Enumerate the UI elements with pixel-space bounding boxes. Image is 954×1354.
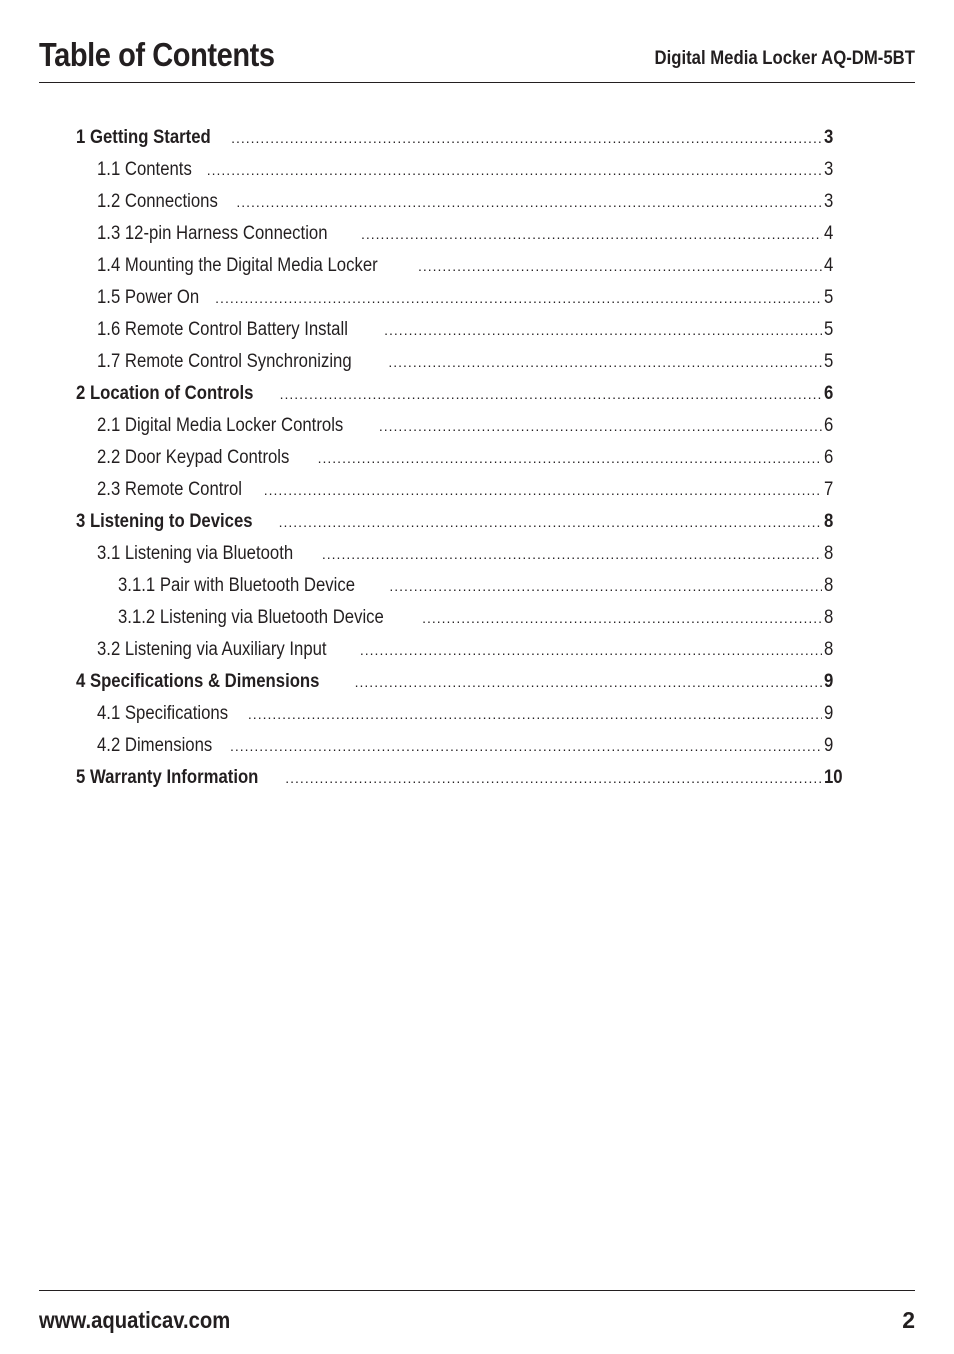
- page-header: [39, 28, 915, 83]
- toc-entry-label: 1.3 12-pin Harness Connection: [97, 223, 328, 244]
- page-footer: [39, 1290, 915, 1333]
- toc-entry-page: 8: [824, 639, 834, 660]
- toc-entry-label: 1 Getting Started: [76, 127, 211, 148]
- toc-entry[interactable]: [76, 186, 846, 218]
- website-link[interactable]: www.aquaticav.com: [39, 1307, 231, 1333]
- toc-entry[interactable]: [76, 314, 846, 346]
- toc-entry[interactable]: [76, 570, 846, 602]
- toc-entry-label: 1.7 Remote Control Synchronizing: [97, 351, 352, 372]
- toc-entry-label: 1.1 Contents: [97, 159, 192, 180]
- toc-entry-page: 5: [824, 351, 834, 372]
- toc-entry[interactable]: [76, 442, 846, 474]
- toc-entry[interactable]: [76, 730, 846, 762]
- toc-entry-label: 3.1.1 Pair with Bluetooth Device: [118, 575, 355, 596]
- toc-entry[interactable]: [76, 538, 846, 570]
- toc-dot-leader: [360, 634, 822, 666]
- toc-dot-leader: [285, 762, 822, 794]
- toc-entry-label: 5 Warranty Information: [76, 767, 259, 788]
- table-of-contents: [76, 122, 846, 794]
- toc-entry-label: 2.1 Digital Media Locker Controls: [97, 415, 344, 436]
- toc-dot-leader: [322, 538, 822, 570]
- toc-entry-page: 10: [824, 767, 843, 788]
- toc-entry-label: 4.1 Specifications: [97, 703, 229, 724]
- toc-entry-label: 4 Specifications & Dimensions: [76, 671, 320, 692]
- toc-dot-leader: [389, 570, 822, 602]
- toc-entry-label: 1.4 Mounting the Digital Media Locker: [97, 255, 378, 276]
- toc-entry-label: 1.5 Power On: [97, 287, 200, 308]
- toc-entry-label: 3 Listening to Devices: [76, 511, 253, 532]
- toc-dot-leader: [279, 506, 822, 538]
- toc-entry-page: 9: [824, 735, 834, 756]
- toc-dot-leader: [418, 250, 822, 282]
- toc-dot-leader: [361, 218, 822, 250]
- toc-entry[interactable]: [76, 666, 846, 698]
- toc-entry[interactable]: [76, 250, 846, 282]
- toc-entry[interactable]: [76, 282, 846, 314]
- toc-entry-page: 8: [824, 607, 834, 628]
- toc-entry-page: 5: [824, 319, 834, 340]
- toc-entry[interactable]: [76, 154, 846, 186]
- toc-entry[interactable]: [76, 346, 846, 378]
- toc-entry-page: 9: [824, 671, 834, 692]
- toc-dot-leader: [388, 346, 822, 378]
- toc-dot-leader: [280, 378, 822, 410]
- toc-dot-leader: [236, 186, 822, 218]
- toc-entry-label: 1.2 Connections: [97, 191, 218, 212]
- toc-dot-leader: [355, 666, 822, 698]
- toc-entry-label: 2 Location of Controls: [76, 383, 254, 404]
- toc-dot-leader: [422, 602, 822, 634]
- toc-entry-page: 6: [824, 415, 834, 436]
- toc-entry[interactable]: [76, 410, 846, 442]
- toc-entry-page: 9: [824, 703, 834, 724]
- toc-entry-page: 8: [824, 575, 834, 596]
- toc-entry-page: 6: [824, 447, 834, 468]
- toc-dot-leader: [230, 730, 822, 762]
- toc-entry[interactable]: [76, 506, 846, 538]
- toc-entry-page: 7: [824, 479, 834, 500]
- toc-entry-label: 1.6 Remote Control Battery Install: [97, 319, 348, 340]
- toc-entry-label: 3.2 Listening via Auxiliary Input: [97, 639, 327, 660]
- toc-entry-page: 3: [824, 159, 834, 180]
- toc-entry-label: 3.1 Listening via Bluetooth: [97, 543, 294, 564]
- toc-entry-page: 4: [824, 255, 834, 276]
- toc-entry-label: 4.2 Dimensions: [97, 735, 213, 756]
- toc-entry-page: 3: [824, 191, 834, 212]
- toc-entry[interactable]: [76, 698, 846, 730]
- page-number: 2: [902, 1307, 915, 1333]
- toc-entry-page: 3: [824, 127, 834, 148]
- toc-entry-page: 6: [824, 383, 834, 404]
- toc-dot-leader: [231, 122, 822, 154]
- toc-entry[interactable]: [76, 378, 846, 410]
- toc-dot-leader: [379, 410, 822, 442]
- toc-dot-leader: [264, 474, 822, 506]
- toc-entry-label: 2.3 Remote Control: [97, 479, 242, 500]
- toc-entry[interactable]: [76, 762, 846, 794]
- toc-entry[interactable]: [76, 474, 846, 506]
- page-title: Table of Contents: [39, 36, 275, 73]
- toc-entry[interactable]: [76, 218, 846, 250]
- toc-dot-leader: [248, 698, 822, 730]
- toc-dot-leader: [384, 314, 822, 346]
- toc-entry-label: 3.1.2 Listening via Bluetooth Device: [118, 607, 384, 628]
- toc-dot-leader: [215, 282, 822, 314]
- toc-entry-page: 8: [824, 543, 834, 564]
- toc-entry-page: 4: [824, 223, 834, 244]
- toc-dot-leader: [318, 442, 822, 474]
- toc-entry[interactable]: [76, 634, 846, 666]
- toc-entry-label: 2.2 Door Keypad Controls: [97, 447, 290, 468]
- toc-entry[interactable]: [76, 122, 846, 154]
- toc-entry[interactable]: [76, 602, 846, 634]
- toc-entry-page: 8: [824, 511, 834, 532]
- product-name: Digital Media Locker AQ-DM-5BT: [654, 48, 915, 69]
- toc-dot-leader: [207, 154, 822, 186]
- toc-entry-page: 5: [824, 287, 834, 308]
